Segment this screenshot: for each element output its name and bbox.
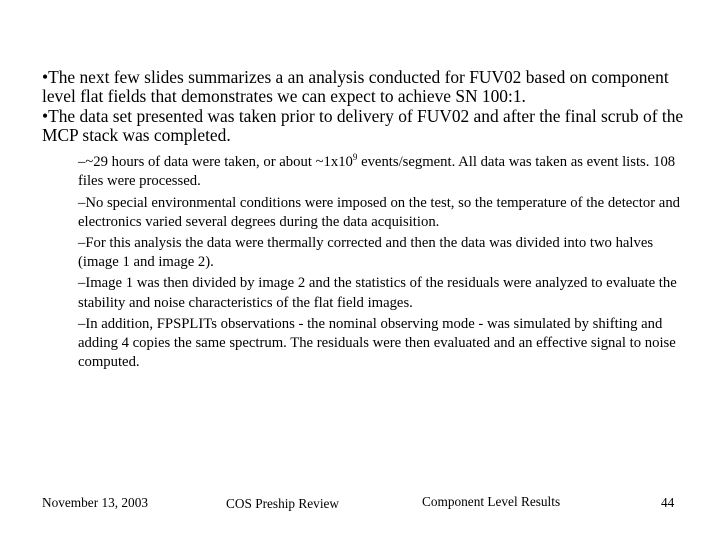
sub-bullet-marker: –	[78, 315, 86, 332]
bullet-text: The data set presented was taken prior to delivery of FUV02 and after the final scrub of the MCP stack was completed.	[42, 105, 684, 145]
sub-bullet-marker: –	[78, 275, 86, 292]
superscript-exponent: 9	[352, 152, 358, 163]
sub-bullet-text: In addition, FPSPLITs observations - the nominal observing mode - was simulated by shifting and adding 4 copies the same spectrum. The residuals were then evaluated and an effective signal to noise computed.	[78, 315, 676, 371]
sub-bullet-item	[78, 315, 682, 373]
sub-bullet-marker: –	[78, 194, 86, 211]
bullet-marker: •	[42, 67, 49, 87]
sub-bullet-marker: –	[78, 235, 86, 251]
footer-review-title: COS Preship Review	[226, 496, 340, 511]
sub-bullet-text: ~29 hours of data were taken, or about ~1x10	[85, 154, 353, 171]
sub-bullet-text: Image 1 was then divided by image 2 and the statistics of the residuals were analyzed to evaluate the stability and noise characteristics of the flat field images.	[78, 275, 677, 311]
bullet-text: The next few slides summarizes a an analysis conducted for FUV02 based on component level flat fields that demonstrates we can expect to achieve SN 100:1.	[42, 67, 669, 107]
sub-bullet-list	[78, 153, 682, 372]
sub-bullet-item	[78, 153, 682, 191]
bullet-list	[42, 68, 692, 374]
bullet-item	[42, 68, 692, 107]
page-number: 44	[661, 495, 675, 510]
footer-date: November 13, 2003	[42, 495, 148, 510]
bullet-marker: •	[42, 105, 49, 126]
sub-bullet-text: For this analysis the data were thermally corrected and then the data was divided into two halves (image 1 and image 2).	[78, 235, 654, 271]
bullet-item	[42, 107, 692, 146]
sub-bullet-marker: –	[78, 154, 86, 171]
sub-bullet-text-continued: events/segment. All data was taken as event lists. 108 files were processed.	[78, 154, 676, 190]
sub-bullet-item	[78, 194, 682, 232]
sub-bullet-item	[78, 274, 682, 312]
sub-bullet-text: No special environmental conditions were imposed on the test, so the temperature of the detector and electronics varied several degrees during the data acquisition.	[78, 194, 681, 230]
footer-section-title: Component Level Results	[422, 494, 561, 509]
sub-bullet-item	[78, 234, 682, 272]
